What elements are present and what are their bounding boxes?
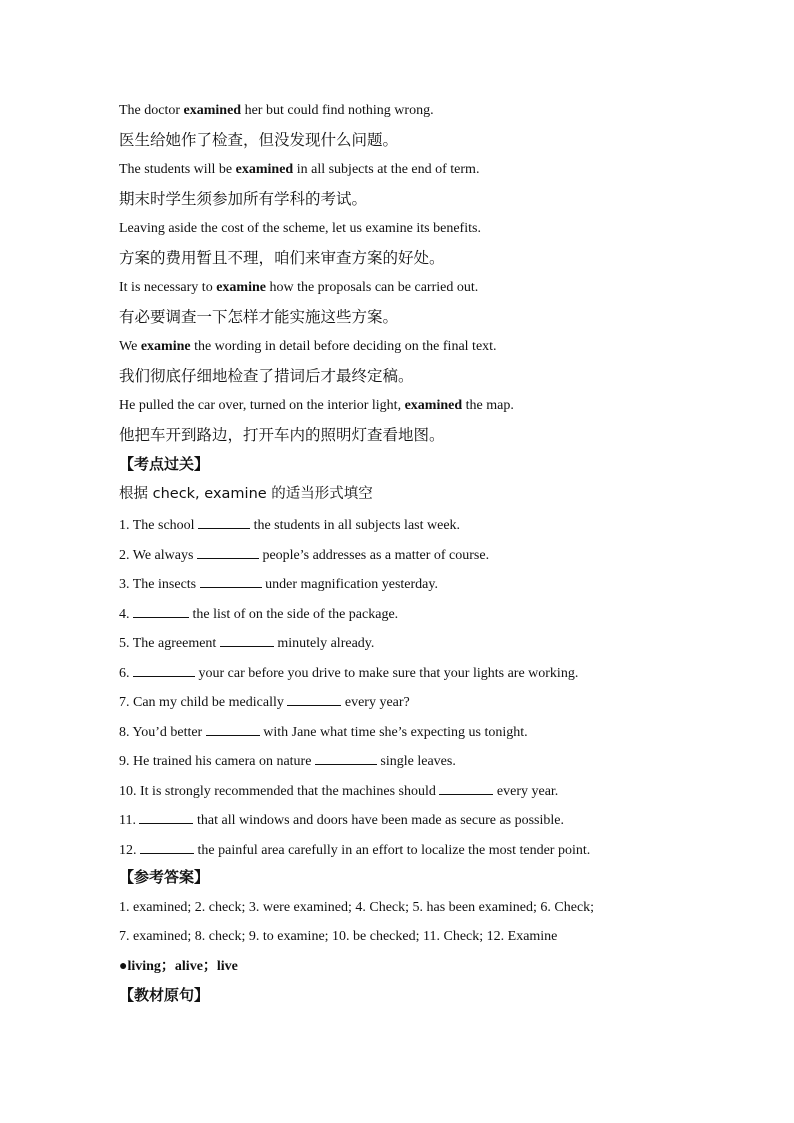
answer-blank[interactable] [220, 633, 274, 647]
question-3: 3. The insects under magnification yesterday. [119, 574, 689, 604]
example-en-5: We examine the wording in detail before deciding on the final text. [119, 339, 497, 354]
answer-blank[interactable] [140, 840, 194, 854]
answer-blank[interactable] [198, 515, 250, 529]
answer-blank[interactable] [197, 545, 259, 559]
answer-blank[interactable] [439, 781, 493, 795]
question-list [119, 515, 689, 869]
example-zh-3: 方案的费用暂且不理，咱们来审查方案的好处。 [119, 248, 445, 267]
question-7: 7. Can my child be medically every year? [119, 692, 689, 722]
answer-blank[interactable] [133, 604, 189, 618]
question-12: 12. the painful area carefully in an effort to localize the most tender point. [119, 840, 689, 870]
example-list [119, 102, 689, 456]
example-zh-2: 期末时学生须参加所有学科的考试。 [119, 189, 368, 208]
example-en-2: The students will be examined in all subjects at the end of term. [119, 162, 480, 177]
answer-blank[interactable] [133, 663, 195, 677]
example-zh-1: 医生给她作了检查，但没发现什么问题。 [119, 130, 399, 149]
question-2: 2. We always people’s addresses as a matter of course. [119, 545, 689, 575]
section-heading-original: 【教材原句】 [119, 986, 210, 1004]
answer-blank[interactable] [315, 751, 377, 765]
question-1: 1. The school the students in all subjects last week. [119, 515, 689, 545]
example-en-3: Leaving aside the cost of the scheme, let us examine its benefits. [119, 221, 481, 236]
example-en-6: He pulled the car over, turned on the interior light, examined the map. [119, 398, 514, 413]
question-4: 4. the list of on the side of the package. [119, 604, 689, 634]
section-heading-practice: 【考点过关】 [119, 455, 210, 473]
example-zh-4: 有必要调查一下怎样才能实施这些方案。 [119, 307, 399, 326]
main-content [119, 102, 689, 1017]
question-9: 9. He trained his camera on nature single leaves. [119, 751, 689, 781]
example-zh-5: 我们彻底仔细地检查了措词后才最终定稿。 [119, 366, 414, 385]
answers-line-1: 1. examined; 2. check; 3. were examined; 4. Check; 5. has been examined; 6. Check; [119, 899, 595, 915]
question-11: 11. that all windows and doors have been made as secure as possible. [119, 810, 689, 840]
example-zh-6: 他把车开到路边，打开车内的照明灯查看地图。 [119, 425, 445, 444]
question-10: 10. It is strongly recommended that the machines should every year. [119, 781, 689, 811]
example-en-4: It is necessary to examine how the proposals can be carried out. [119, 280, 479, 295]
answers-line-2: 7. examined; 8. check; 9. to examine; 10. be checked; 11. Check; 12. Examine [119, 929, 558, 944]
section-heading-answers: 【参考答案】 [119, 868, 210, 886]
answer-blank[interactable] [206, 722, 260, 736]
exercise-instruction: 根据 check, examine 的适当形式填空 [119, 485, 373, 502]
answer-blank[interactable] [287, 692, 341, 706]
answer-blank[interactable] [139, 810, 193, 824]
answer-blank[interactable] [200, 574, 262, 588]
example-en-1: The doctor examined her but could find nothing wrong. [119, 103, 434, 118]
question-5: 5. The agreement minutely already. [119, 633, 689, 663]
vocab-heading: ●living；alive；live [119, 958, 238, 974]
question-8: 8. You’d better with Jane what time she’s expecting us tonight. [119, 722, 689, 752]
question-6: 6. your car before you drive to make sure that your lights are working. [119, 663, 689, 693]
